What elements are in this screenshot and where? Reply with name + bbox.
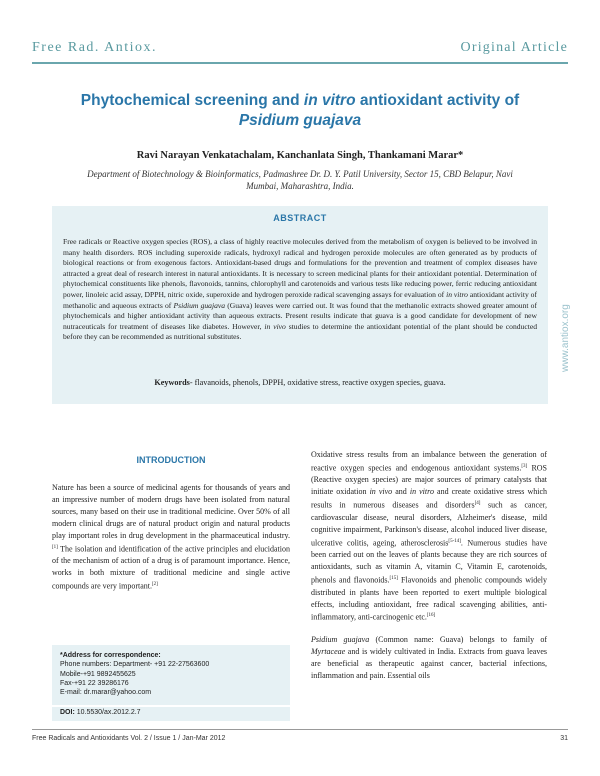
right-paragraph-2 (311, 634, 547, 682)
correspondence-heading: *Address for correspondence: (60, 652, 161, 659)
intro-paragraph (52, 482, 290, 592)
header-divider (32, 62, 568, 64)
side-url[interactable]: www.antiox.org (560, 304, 571, 372)
right-column (311, 449, 547, 682)
abstract-part-c: (Guava) leaves were carried out. It was found that the methanolic extracts showed greater amount of phytochemicals and higher antioxidant activity than aqueous extracts. Present results indicate that guava is a good candidate for development of new nutraceuticals for treatment of diseases like diabetes. However, (63, 300, 538, 331)
rc-text: ROS (Reactive oxygen species) are major sources of primary catalysts that initiate oxidation (311, 463, 547, 497)
abstract-italic-3: in vivo (264, 321, 286, 331)
correspondence-phone: Phone numbers: Department- +91 22-27563600 (60, 661, 210, 669)
side-url-wrap (560, 262, 580, 372)
citation-ref[interactable]: [3] (521, 463, 528, 469)
rc-italic: Myrtaceae (311, 646, 346, 656)
introduction-heading: INTRODUCTION (136, 455, 206, 465)
rc-italic: in vivo (369, 487, 393, 497)
citation-ref[interactable]: [5-14] (448, 538, 461, 544)
rc-text: . Numerous studies have been carried out on the leaves of plants because they are rich sources of antioxidants, such as vitamin A, vitamin C, Vitamin E, carotenoids, phenols and flavonoids. (311, 538, 548, 585)
rc-text: Flavonoids and phenolic compounds widely distributed in plants have been reported to exert multiple biological effects, including antioxidant, free radical scavenging abilities, anti-inflammatory, anti-carcinogenic etc. (311, 575, 547, 623)
article-type: Original Article (460, 40, 568, 55)
rc-text: Oxidative stress results from an imbalance between the generation of reactive oxygen species and endogenous antioxidant systems. (311, 450, 547, 473)
citation-ref[interactable]: [4] (474, 501, 481, 507)
abstract-part-a: Free radicals or Reactive oxygen species (ROS), a class of highly reactive molecules derived from the metabolism of oxygen is believed to be involved in many health disorders. ROS including superoxide radicals, hydroxyl radical and hydrogen peroxide molecules are often generated as by products of biological reactions or from exogenous factors. Antioxidant-based drugs and formulations for the prevention and treatment of complex diseases have attracted a great deal of research interest in natural antioxidants. It is necessary to screen medicinal plants for their antioxidant potential. Determination of phytochemical constituents like phenols, flavonoids, tannins, chlorophyll and carotenoids and various tests like reducing power, ferric reducing antioxidant power, linoleic acid assay, DPPH, nitric oxide, superoxide and hydrogen peroxide radical scavenging assays for evaluation of (63, 237, 537, 299)
intro-text-2: The isolation and identification of the active principles and elucidation of the mechanism of action of a drug is of paramount importance. Hence, works in both mixture of traditional medicine and single active compounds are very important. (52, 544, 290, 591)
keywords-list: - flavanoids, phenols, DPPH, oxidative stress, reactive oxygen species, guava. (189, 378, 446, 387)
journal-name: Free Rad. Antiox. (32, 40, 158, 55)
footer-divider (32, 729, 568, 730)
rc-italic: in vitro (409, 487, 434, 497)
correspondence-email[interactable]: E-mail: dr.marar@yahoo.com (60, 689, 152, 697)
right-paragraph-1 (311, 449, 547, 624)
citation-ref[interactable]: [16] (426, 613, 436, 619)
abstract-part-d: studies to determine the antioxidant potential of the plant should be conducted before they can be recommended as nutritional substitutes. (63, 321, 537, 342)
intro-column (52, 482, 290, 592)
doi-label: DOI: (60, 709, 75, 716)
rc-text: and (392, 487, 410, 497)
keywords-label: Keywords (154, 378, 190, 387)
abstract-heading: ABSTRACT (273, 213, 327, 223)
correspondence-fax: Fax-+91 22 39286176 (60, 679, 129, 687)
article-title (60, 91, 540, 131)
rc-text: (Common name: Guava) belongs to family of (369, 634, 547, 644)
correspondence (60, 651, 286, 697)
abstract-text (63, 237, 537, 343)
citation-ref[interactable]: [15] (389, 576, 398, 582)
correspondence-mobile: Mobile-+91 9892455625 (60, 670, 136, 678)
rc-text: such as cancer, cardiovascular disease, neural disorders, Alzheimer's disease, mild cognitive impairment, Parkinson's disease, alcohol induced liver disease, ulcerative colitis, ageing, atherosclerosis (311, 500, 547, 548)
intro-text-1: Nature has been a source of medicinal agents for thousands of years and an impressive number of modern drugs have been isolated from natural sources, many based on their use in traditional medicine. Over 50% of all modern clinical drugs are of natural product origin and natural products play important roles in drug development in the pharmaceutical industry. (52, 483, 290, 540)
doi[interactable] (60, 709, 141, 716)
title-italic-2: Psidium guajava (238, 112, 362, 129)
footer-citation: Free Radicals and Antioxidants Vol. 2 / Issue 1 / Jan-Mar 2012 (32, 735, 226, 742)
abstract-italic-1: in vitro (446, 289, 468, 299)
rc-text: and is widely cultivated in India. Extracts from guava leaves are beneficial as therapeutic against cancer, bacterial infections, inflammation and pain. Essential oils (311, 646, 547, 680)
abstract-italic-2: Psidium guajava (173, 300, 226, 310)
citation-ref[interactable]: [1] (52, 544, 58, 550)
affiliation: Department of Biotechnology & Bioinformatics, Padmashree Dr. D. Y. Patil University, Sector 15, CBD Belapur, Navi Mumbai, Maharashtra, India. (87, 169, 513, 191)
citation-ref[interactable]: [2] (151, 581, 158, 587)
abstract-part-b: antioxidant activity of methanolic and aqueous extracts of (63, 289, 537, 310)
rc-text: and create oxidative stress which results in numerous diseases and disorders (311, 487, 547, 510)
keywords (63, 378, 537, 387)
doi-value: 10.5530/ax.2012.2.7 (74, 709, 141, 716)
authors: Ravi Narayan Venkatachalam, Kanchanlata Singh, Thankamani Marar* (136, 150, 464, 161)
page-number: 31 (560, 735, 568, 742)
title-italic-1: in vitro (303, 92, 356, 109)
title-text-2: antioxidant activity of (355, 92, 520, 109)
title-text-1: Phytochemical screening and (80, 92, 304, 109)
rc-italic: Psidium guajava (311, 634, 370, 644)
